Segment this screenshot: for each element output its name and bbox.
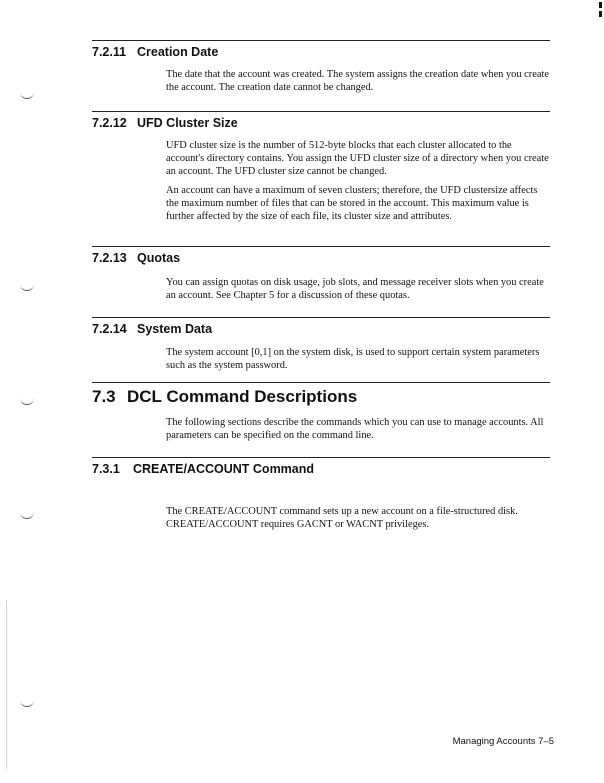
paragraph: The following sections describe the commands which you can use to manage accounts. All parameters can be specified on the command line. xyxy=(166,417,544,441)
section-body xyxy=(166,416,550,448)
paragraph: The date that the account was created. The system assigns the creation date when you create the account. The creation date cannot be changed. xyxy=(166,69,549,93)
section-number: 7.2.11 xyxy=(92,45,127,59)
scan-mark xyxy=(599,11,602,17)
paragraph: An account can have a maximum of seven clusters; therefore, the UFD clustersize affects the maximum number of files that can be stored in the account. This maximum value is further affected by the size of each file, its cluster size and attributes. xyxy=(166,185,538,222)
section-title: UFD Cluster Size xyxy=(137,116,238,130)
margin-mark xyxy=(20,92,34,99)
margin-mark xyxy=(20,398,34,405)
scan-edge xyxy=(6,600,7,770)
section-title: System Data xyxy=(137,322,213,336)
section-rule xyxy=(92,111,550,112)
section-body xyxy=(166,505,550,537)
section-rule xyxy=(92,40,550,41)
paragraph: The CREATE/ACCOUNT command sets up a new account on a file-structured disk. CREATE/ACCOUNT requires GACNT or WACNT privileges. xyxy=(166,506,518,530)
section-title: Quotas xyxy=(137,251,181,265)
chapter-section-number: 7.3 xyxy=(92,387,116,406)
margin-mark xyxy=(20,700,34,707)
page-footer: Managing Accounts 7–5 xyxy=(452,736,554,747)
section-title: CREATE/ACCOUNT Command xyxy=(133,462,315,476)
margin-mark xyxy=(20,512,34,519)
margin-mark xyxy=(20,284,34,291)
section-number: 7.3.1 xyxy=(92,462,120,476)
paragraph: You can assign quotas on disk usage, job slots, and message receiver slots when you create an account. See Chapter 5 for a discussion of these quotas. xyxy=(166,277,544,301)
section-title: Creation Date xyxy=(137,45,219,59)
section-number: 7.2.13 xyxy=(92,251,127,265)
section-rule xyxy=(92,457,550,458)
paragraph: The system account [0,1] on the system disk, is used to support certain system parameters such as the system password. xyxy=(166,347,540,371)
section-rule xyxy=(92,317,550,318)
scan-mark xyxy=(599,2,602,8)
section-body xyxy=(166,139,550,229)
section-number: 7.2.12 xyxy=(92,116,127,130)
chapter-section-title: DCL Command Descriptions xyxy=(127,387,358,406)
paragraph: UFD cluster size is the number of 512-byte blocks that each cluster allocated to the account's directory contains. You assign the UFD cluster size of a directory when you create an account. The UFD cluster size cannot be changed. xyxy=(166,140,549,177)
section-rule xyxy=(92,382,550,383)
section-number: 7.2.14 xyxy=(92,322,127,336)
section-body xyxy=(166,346,550,378)
section-body xyxy=(166,276,550,308)
section-rule xyxy=(92,246,550,247)
section-body xyxy=(166,68,550,100)
